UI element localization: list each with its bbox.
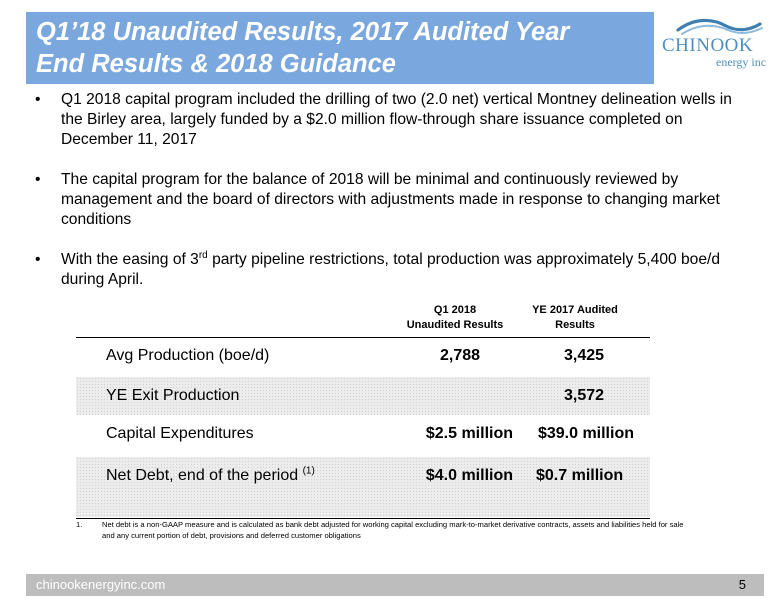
row-label-text: Net Debt, end of the period	[106, 467, 299, 484]
column-header-q1: Q1 2018 Unaudited Results	[406, 304, 504, 331]
footnote	[76, 519, 686, 541]
logo-subtitle: energy inc	[716, 55, 767, 69]
row-label: Capital Expenditures	[106, 425, 254, 442]
table-row	[76, 377, 650, 415]
bullet-text: With the easing of 3	[61, 251, 199, 268]
row-value-ye: $39.0 million	[537, 425, 634, 442]
bullet-item	[26, 90, 746, 150]
company-logo	[660, 16, 772, 72]
bullet-list	[26, 90, 746, 310]
footnote-number: 1.	[76, 520, 83, 529]
table-row	[76, 457, 650, 517]
bullet-dot: •	[35, 171, 41, 188]
logo-name: CHINOOK	[662, 35, 754, 56]
row-label	[106, 457, 315, 495]
bullet-text: Q1 2018 capital program included the drilling of two (2.0 net) vertical Montney delineation wells in the Birley area, largely funded by a $2.0 million flow-through share issuance completed on December 11, 2017	[61, 91, 732, 148]
row-value-ye: $0.7 million	[536, 467, 624, 484]
row-value-q1: $2.5 million	[425, 425, 513, 442]
bullet-dot: •	[35, 251, 41, 268]
bullet-superscript: rd	[198, 249, 208, 261]
page-number: 5	[738, 577, 746, 592]
bullet-item	[26, 170, 746, 230]
slide-title: Q1’18 Unaudited Results, 2017 Audited Year End Results & 2018 Guidance	[36, 18, 570, 78]
row-value-ye: 3,425	[564, 347, 605, 364]
row-label: YE Exit Production	[106, 387, 240, 404]
row-label: Avg Production (boe/d)	[106, 347, 270, 364]
bullet-dot: •	[35, 91, 41, 108]
column-header-ye: YE 2017 Audited Results	[532, 304, 618, 331]
table-row	[76, 337, 650, 375]
bullet-text: The capital program for the balance of 2018 will be minimal and continuously reviewed by management and the board of directors with adjustments made in response to changing market conditions	[61, 171, 720, 228]
bullet-item	[26, 250, 746, 290]
row-value-q1: 2,788	[440, 347, 481, 364]
table-row	[76, 415, 650, 453]
title-bar	[26, 12, 654, 84]
footer-url: chinookenergyinc.com	[36, 577, 166, 592]
row-value-ye: 3,572	[564, 387, 605, 404]
row-label-footnote-marker: (1)	[302, 465, 315, 477]
bullet-text-continued: party pipeline restrictions, total production was approximately 5,400 boe/d during April.	[61, 251, 721, 288]
footer-bar	[26, 574, 764, 596]
row-value-q1: $4.0 million	[425, 467, 513, 484]
footnote-text: Net debt is a non-GAAP measure and is calculated as bank debt adjusted for working capital excluding mark-to-market derivative contracts, assets and liabilities held for sale and any current portion of debt, provisions and deferred customer obligations	[102, 520, 684, 540]
